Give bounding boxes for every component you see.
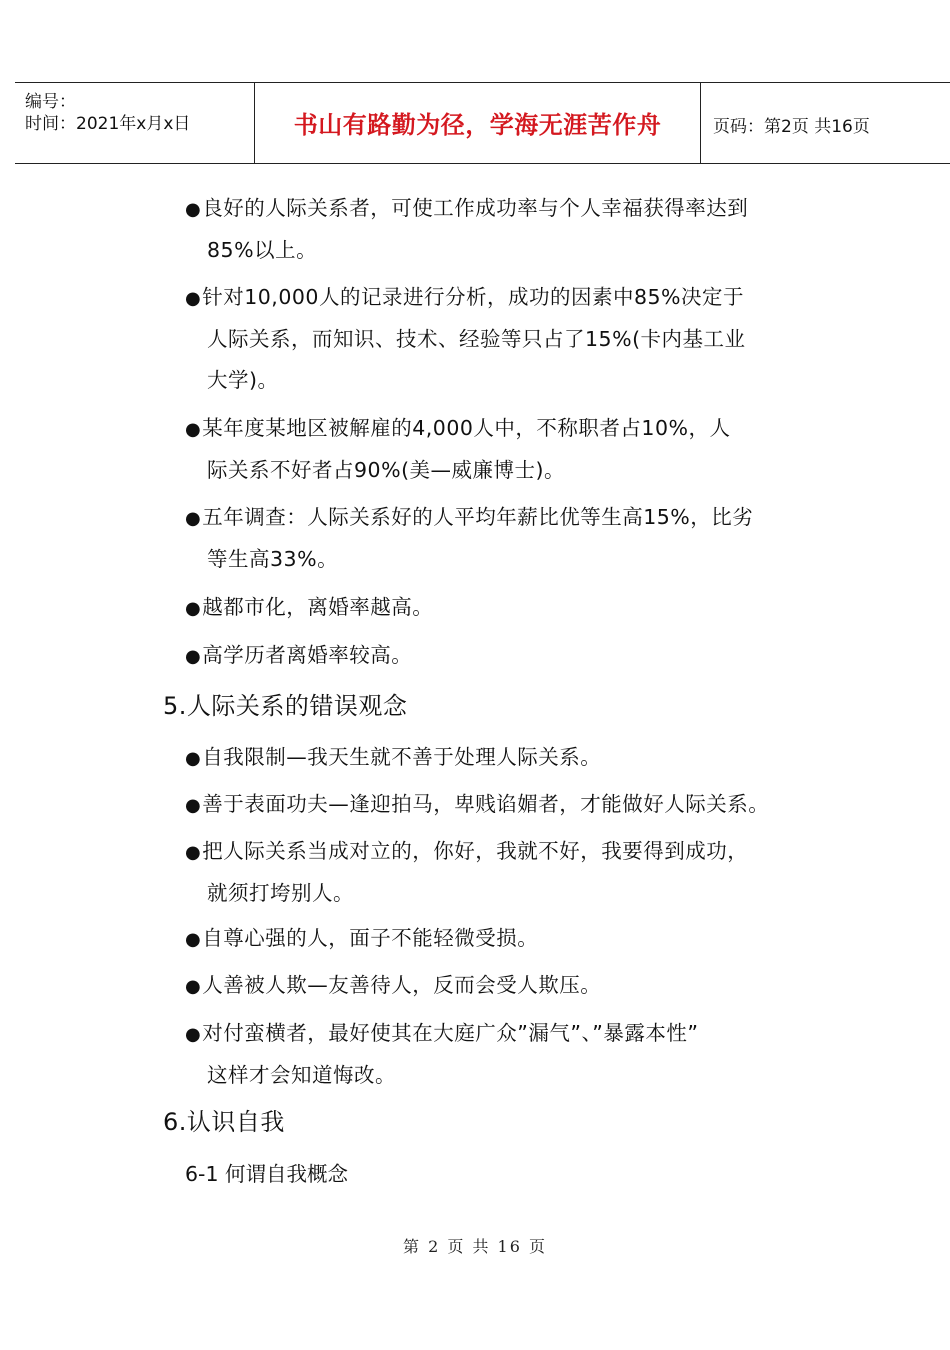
bullet-text: 针对10,000人的记录进行分析，成功的因素中85%决定于 xyxy=(202,285,745,309)
bullet-text: 这样才会知道悔改。 xyxy=(207,1063,396,1087)
bullet-item xyxy=(185,965,825,1007)
bullet-text: 善于表面功夫—逢迎拍马，卑贱谄媚者，才能做好人际关系。 xyxy=(202,792,770,816)
bullet-text: 某年度某地区被解雇的4,000人中，不称职者占10%，人 xyxy=(202,416,731,440)
bullet-item xyxy=(185,918,825,960)
subsection-heading: 6-1 何谓自我概念 xyxy=(185,1162,348,1186)
header-motto: 书山有路勤为径，学海无涯苦作舟 xyxy=(293,111,662,139)
bullet-item xyxy=(185,497,825,580)
bullet-item xyxy=(185,587,825,629)
bullet-item xyxy=(185,635,825,677)
bullet-text: 人善被人欺—友善待人，反而会受人欺压。 xyxy=(202,973,602,997)
bullet-icon: ● xyxy=(185,419,202,440)
bullet-text: 对付蛮横者，最好使其在大庭广众”漏气”、”暴露本性” xyxy=(202,1021,699,1045)
document-time-label: 时间：2021年x月x日 xyxy=(25,114,191,134)
bullet-item xyxy=(185,277,825,401)
bullet-icon: ● xyxy=(185,598,202,619)
bullet-text: 良好的人际关系者，可使工作成功率与个人幸福获得率达到 xyxy=(202,196,749,220)
bullet-icon: ● xyxy=(185,1024,202,1045)
bullet-icon: ● xyxy=(185,842,202,863)
document-number-label: 编号： xyxy=(25,92,76,112)
bullet-item xyxy=(185,1013,825,1096)
bullet-icon: ● xyxy=(185,748,202,769)
bullet-item xyxy=(185,737,825,779)
section-heading: 5.人际关系的错误观念 xyxy=(163,692,408,720)
document-header xyxy=(15,82,950,164)
page-footer: 第 2 页 共 16 页 xyxy=(403,1237,547,1256)
bullet-item xyxy=(185,408,825,491)
bullet-item xyxy=(185,831,825,914)
bullet-text: 五年调查：人际关系好的人平均年薪比优等生高15%，比劣 xyxy=(202,505,754,529)
bullet-text: 自尊心强的人，面子不能轻微受损。 xyxy=(202,926,539,950)
bullet-text: 85%以上。 xyxy=(207,238,318,262)
header-motto-cell xyxy=(255,83,701,163)
header-page-number: 页码：第2页 共16页 xyxy=(713,117,870,137)
bullet-text: 等生高33%。 xyxy=(207,547,339,571)
bullet-text: 就须打垮别人。 xyxy=(207,881,354,905)
header-page-cell xyxy=(701,83,950,163)
bullet-text: 大学)。 xyxy=(207,368,279,392)
bullet-text: 际关系不好者占90%(美—威廉博士)。 xyxy=(207,458,566,482)
bullet-text: 高学历者离婚率较高。 xyxy=(202,643,413,667)
bullet-icon: ● xyxy=(185,288,202,309)
bullet-icon: ● xyxy=(185,508,202,529)
bullet-item xyxy=(185,188,825,271)
bullet-text: 自我限制—我天生就不善于处理人际关系。 xyxy=(202,745,602,769)
bullet-text: 把人际关系当成对立的，你好，我就不好，我要得到成功， xyxy=(202,839,749,863)
bullet-icon: ● xyxy=(185,929,202,950)
bullet-icon: ● xyxy=(185,976,202,997)
bullet-text: 人际关系，而知识、技术、经验等只占了15%(卡内基工业 xyxy=(207,327,746,351)
bullet-text: 越都市化，离婚率越高。 xyxy=(202,595,434,619)
bullet-icon: ● xyxy=(185,795,202,816)
bullet-item xyxy=(185,784,825,826)
header-info-cell xyxy=(15,83,255,163)
bullet-icon: ● xyxy=(185,199,202,220)
section-heading: 6.认识自我 xyxy=(163,1108,285,1136)
bullet-icon: ● xyxy=(185,646,202,667)
